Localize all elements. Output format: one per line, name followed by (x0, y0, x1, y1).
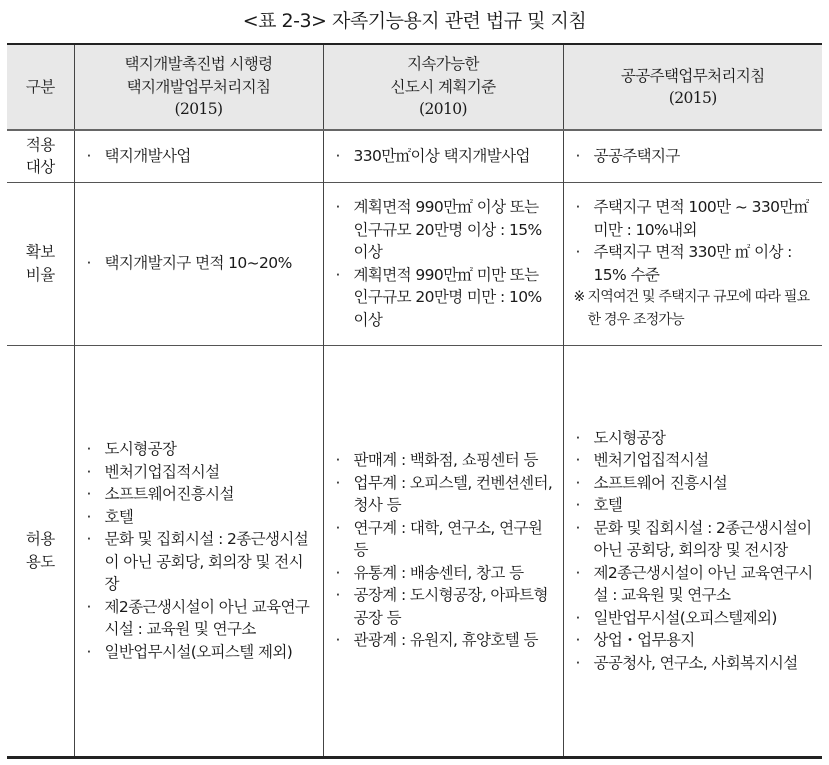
header-category: 구분 (7, 44, 74, 130)
list-item: · 계획면적 990만㎡ 미만 또는 인구규모 20만명 미만 : 10% 이상 (335, 265, 542, 329)
list-item: · 택지개발사업 (86, 147, 191, 165)
list-item: · 벤처기업집적시설 (86, 462, 220, 481)
list-item: · 공공청사, 연구소, 사회복지시설 (575, 653, 798, 672)
uses-col3 (563, 345, 822, 757)
list-item: · 호텔 (86, 507, 134, 526)
note-mark-icon: ※ (573, 289, 585, 305)
header-col2: 지속가능한 신도시 계획기준 (2010) (323, 44, 563, 130)
list-item: · 330만㎡이상 택지개발사업 (335, 147, 530, 165)
list-item: · 상업・업무용지 (575, 631, 695, 650)
list-item: · 문화 및 집회시설 : 2종근생시설이 아닌 공회당, 회의장 및 전시장 (86, 530, 309, 593)
list-item: · 제2종근생시설이 아닌 교육연구시설 : 교육원 및 연구소 (575, 563, 813, 605)
list-item: · 소프트웨어진흥시설 (86, 485, 234, 503)
list-item: · 제2종근생시설이 아닌 교육연구시설 : 교육원 및 연구소 (86, 597, 310, 638)
list-item: · 소프트웨어 진흥시설 (575, 473, 728, 492)
list-item: · 일반업무시설(오피스텔제외) (575, 608, 777, 627)
list-item: · 공공주택지구 (575, 147, 680, 165)
ratio-col2 (323, 182, 563, 345)
uses-col1 (74, 345, 323, 757)
table-row-uses (7, 345, 822, 757)
target-col1 (74, 130, 323, 182)
list-item: · 택지개발지구 면적 10~20% (86, 254, 292, 273)
list-item: · 문화 및 집회시설 : 2종근생시설이 아닌 공회당, 회의장 및 전시장 (575, 518, 812, 560)
table-row-ratio (7, 182, 822, 345)
list-item: · 유통계 : 배송센터, 창고 등 (335, 563, 524, 582)
list-item: · 관광계 : 유원지, 휴양호텔 등 (335, 631, 538, 650)
header-row (7, 44, 822, 130)
target-col3 (563, 130, 822, 182)
list-item: · 호텔 (575, 496, 623, 515)
uses-col2 (323, 345, 563, 757)
list-item: · 공장계 : 도시형공장, 아파트형 공장 등 (335, 586, 548, 627)
row-label-uses: 허용 용도 (25, 530, 55, 571)
list-item: · 벤처기업집적시설 (575, 451, 709, 470)
list-item: · 도시형공장 (86, 440, 177, 458)
list-item: · 일반업무시설(오피스텔 제외) (86, 642, 293, 661)
row-label-target: 적용 대상 (25, 135, 55, 177)
list-item: · 도시형공장 (575, 428, 666, 447)
list-item: · 업무계 : 오피스텔, 컨벤션센터, 청사 등 (335, 473, 553, 515)
header-col1: 택지개발촉진법 시행령 택지개발업무처리지침 (2015) (74, 44, 323, 130)
list-item: · 연구계 : 대학, 연구소, 연구원 등 (335, 518, 543, 560)
target-col2 (323, 130, 563, 182)
list-item: · 주택지구 면적 330만 ㎡ 이상 : 15% 수준 (575, 243, 792, 284)
row-label-ratio: 확보 비율 (25, 243, 55, 284)
list-item: · 주택지구 면적 100만 ~ 330만㎡ 미만 : 10%내외 (575, 198, 809, 239)
table-caption: <표 2-3> 자족기능용지 관련 법규 및 지침 (242, 10, 587, 32)
note-item: ※ 지역여건 및 주택지구 규모에 따라 필요한 경우 조정가능 (574, 286, 817, 331)
list-item: · 판매계 : 백화점, 쇼핑센터 등 (335, 451, 538, 470)
table-row-target (7, 130, 822, 182)
ratio-col3 (563, 182, 822, 345)
list-item: · 계획면적 990만㎡ 이상 또는 인구규모 20만명 이상 : 15% 이상 (335, 198, 542, 261)
regulations-table (7, 43, 822, 759)
ratio-col1 (74, 182, 323, 345)
header-col3: 공공주택업무처리지침 (2015) (563, 44, 822, 130)
